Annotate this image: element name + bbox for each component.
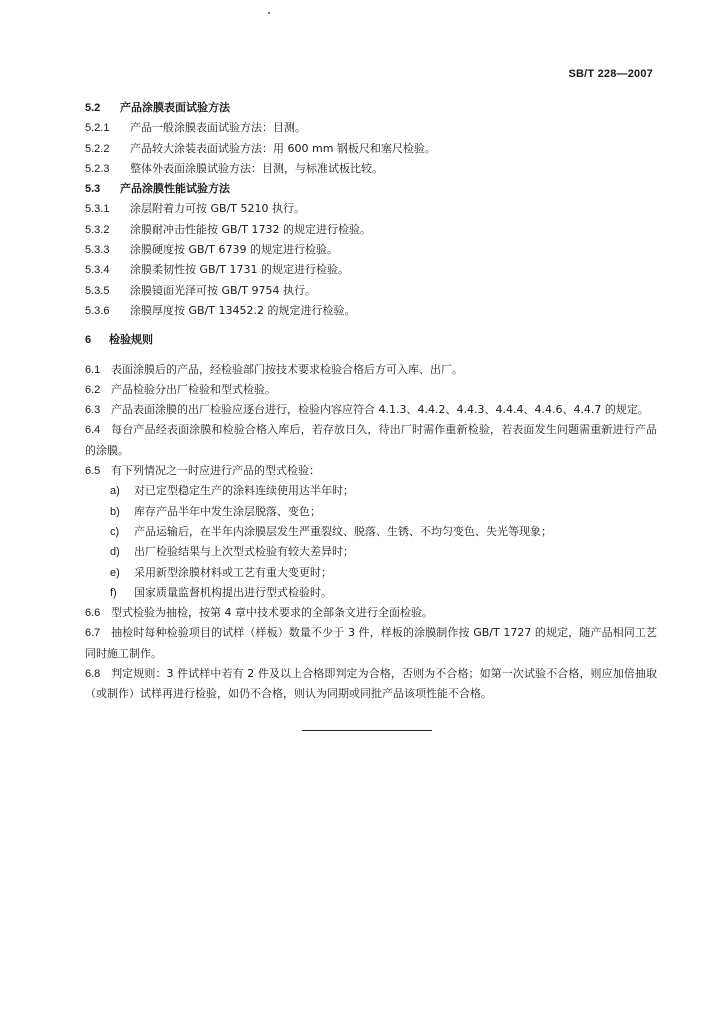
clause-6-2: 6.2 产品检验分出厂检验和型式检验。 <box>85 382 276 396</box>
clause-5-2-1: 5.2.1 产品一般涂膜表面试验方法：目测。 <box>85 121 306 135</box>
clause-6-8: 6.8 判定规则：3 件试样中若有 2 件及以上合格即判定为合格，否则为不合格；如第一次试验不合格，则应加倍抽取（或制作）试样再进行检验，如仍不合格，则认为同期或同批产品该项性能不合格。 <box>85 667 657 701</box>
clause-5-3-2: 5.3.2 涂膜耐冲击性能按 GB/T 1732 的规定进行检验。 <box>85 222 371 236</box>
clause-5-3-3: 5.3.3 涂膜硬度按 GB/T 6739 的规定进行检验。 <box>85 243 338 257</box>
clause-5-3: 5.3 产品涂膜性能试验方法 <box>85 182 230 196</box>
list-item: b) 库存产品半年中发生涂层脱落、变色； <box>110 504 321 518</box>
clause-6-5: 6.5 有下列情况之一时应进行产品的型式检验： <box>85 464 320 478</box>
list-item: f) 国家质量监督机构提出进行型式检验时。 <box>110 585 332 599</box>
scan-speck <box>268 12 270 14</box>
section-6-heading: 6 检验规则 <box>85 333 153 347</box>
list-item: e) 采用新型涂膜材料或工艺有重大变更时； <box>110 565 332 579</box>
clause-6-1: 6.1 表面涂膜后的产品，经检验部门按技术要求检验合格后方可入库、出厂。 <box>85 362 463 376</box>
clause-5-3-1: 5.3.1 涂层附着力可按 GB/T 5210 执行。 <box>85 202 305 216</box>
end-rule <box>302 730 432 731</box>
clause-5-2-3: 5.2.3 整体外表面涂膜试验方法：目测，与标准试板比较。 <box>85 161 383 175</box>
clause-6-4: 6.4 每台产品经表面涂膜和检验合格入库后，若存放日久，待出厂时需作重新检验，若表面发生问题需重新进行产品的涂膜。 <box>85 423 657 457</box>
list-item: c) 产品运输后，在半年内涂膜层发生严重裂纹、脱落、生锈、不均匀变色、失光等现象； <box>110 524 552 538</box>
clause-5-2-2: 5.2.2 产品较大涂装表面试验方法：用 600 mm 钢板尺和塞尺检验。 <box>85 141 436 155</box>
list-item: a) 对已定型稳定生产的涂料连续使用达半年时； <box>110 484 354 498</box>
document-body <box>85 98 657 705</box>
standard-code: SB/T 228—2007 <box>568 68 653 80</box>
clause-6-5-list <box>85 481 657 603</box>
list-item: d) 出厂检验结果与上次型式检验有较大差异时； <box>110 545 354 559</box>
clause-6-6: 6.6 型式检验为抽检，按第 4 章中技术要求的全部条文进行全面检验。 <box>85 606 433 620</box>
clause-5-3-5: 5.3.5 涂膜镜面光泽可按 GB/T 9754 执行。 <box>85 283 316 297</box>
clause-5-3-6: 5.3.6 涂膜厚度按 GB/T 13452.2 的规定进行检验。 <box>85 303 356 317</box>
clause-5-2: 5.2 产品涂膜表面试验方法 <box>85 101 230 114</box>
clause-6-3: 6.3 产品表面涂膜的出厂检验应逐台进行，检验内容应符合 4.1.3、4.4.2、4.4.3、4.4.4、4.4.6、4.4.7 的规定。 <box>85 403 649 417</box>
clause-5-3-4: 5.3.4 涂膜柔韧性按 GB/T 1731 的规定进行检验。 <box>85 263 349 277</box>
clause-6-7: 6.7 抽检时每种检验项目的试样（样板）数量不少于 3 件，样板的涂膜制作按 GB/T 1727 的规定，随产品相同工艺同时施工制作。 <box>85 626 657 660</box>
